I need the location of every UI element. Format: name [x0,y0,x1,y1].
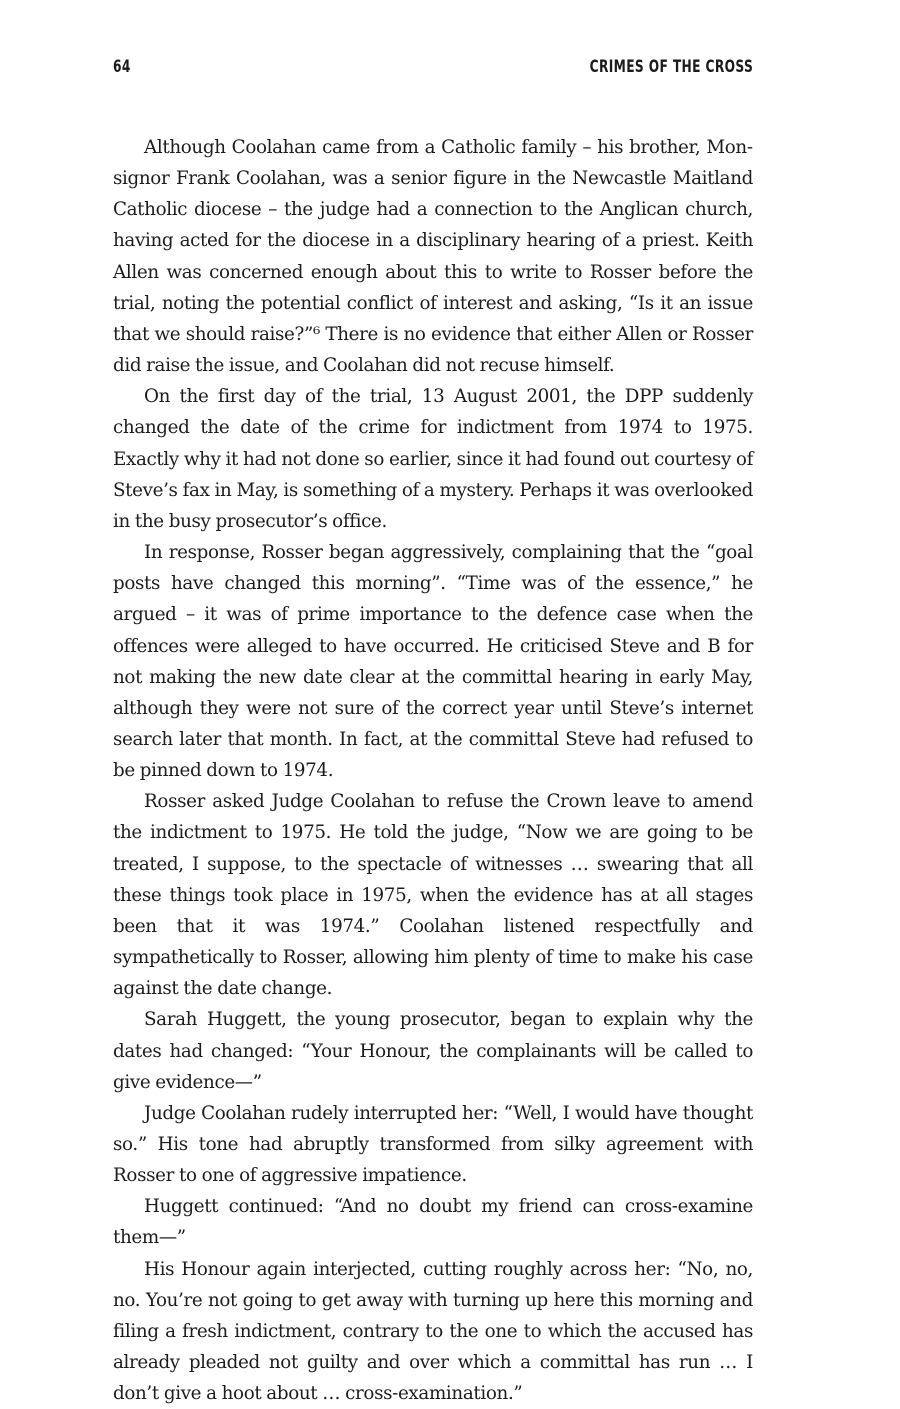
paragraph-7: Huggett continued: “And no doubt my friend can cross-examine them—” [113,1196,753,1249]
paragraph-2: On the first day of the trial, 13 August 2001, the DPP suddenly changed the date of the crime for indictment from 1974 to 1975. Exactly why it had not done so earlier, since it had found out courtesy of Steve’s fax in May, is something of a mystery. Perhaps it was overlooked in the busy prosecutor’s office. [113,386,753,532]
running-head [113,52,753,82]
book-title: CRIMES OF THE CROSS [589,57,753,77]
paragraph-8: His Honour again interjected, cutting roughly across her: “No, no, no. You’re not going to get away with turning up here this morning and filing a fresh indictment, contrary to the one to which the accused has already pleaded not guilty and over which a committal has run … I don’t give a hoot about … cross-examination.” [113,1258,753,1405]
paragraph-6: Judge Coolahan rudely interrupted her: “Well, I would have thought so.” His tone had abruptly transformed from silky agreement with Rosser to one of aggressive impatience. [113,1102,753,1187]
paragraph-5: Sarah Huggett, the young prosecutor, began to explain why the dates had changed: “Your Honour, the complainants will be called to give evidence—” [113,1009,753,1093]
page-number: 64 [113,57,131,77]
paragraph-1: Although Coolahan came from a Catholic family – his brother, Monsignor Frank Coolahan, was a senior figure in the Newcastle Maitland Catholic diocese – the judge had a connection to the Anglican church, having acted for the diocese in a disciplinary hearing of a priest. Keith Allen was concerned enough about this to write to Rosser before the trial, noting the potential conflict of interest and asking, “Is it an issue that we should raise?”⁶ There is no evidence that either Allen or Rosser did raise the issue, and Coolahan did not recuse himself. [113,137,753,377]
body-text [113,132,753,1409]
paragraph-3: In response, Rosser began aggressively, complaining that the “goal posts have changed this morning”. “Time was of the essence,” he argued – it was of prime importance to the defence case when the offences were alleged to have occurred. He criticised Steve and B for not making the new date clear at the committal hearing in early May, although they were not sure of the correct year until Steve’s internet search later that month. In fact, at the committal Steve had refused to be pinned down to 1974. [113,542,753,782]
paragraph-4: Rosser asked Judge Coolahan to refuse the Crown leave to amend the indictment to 1975. He told the judge, “Now we are going to be treated, I suppose, to the spectacle of witnesses … swearing that all these things took place in 1975, when the evidence has at all stages been that it was 1974.” Coolahan listened respectfully and sympathetically to Rosser, allowing him plenty of time to make his case against the date change. [113,791,753,1000]
